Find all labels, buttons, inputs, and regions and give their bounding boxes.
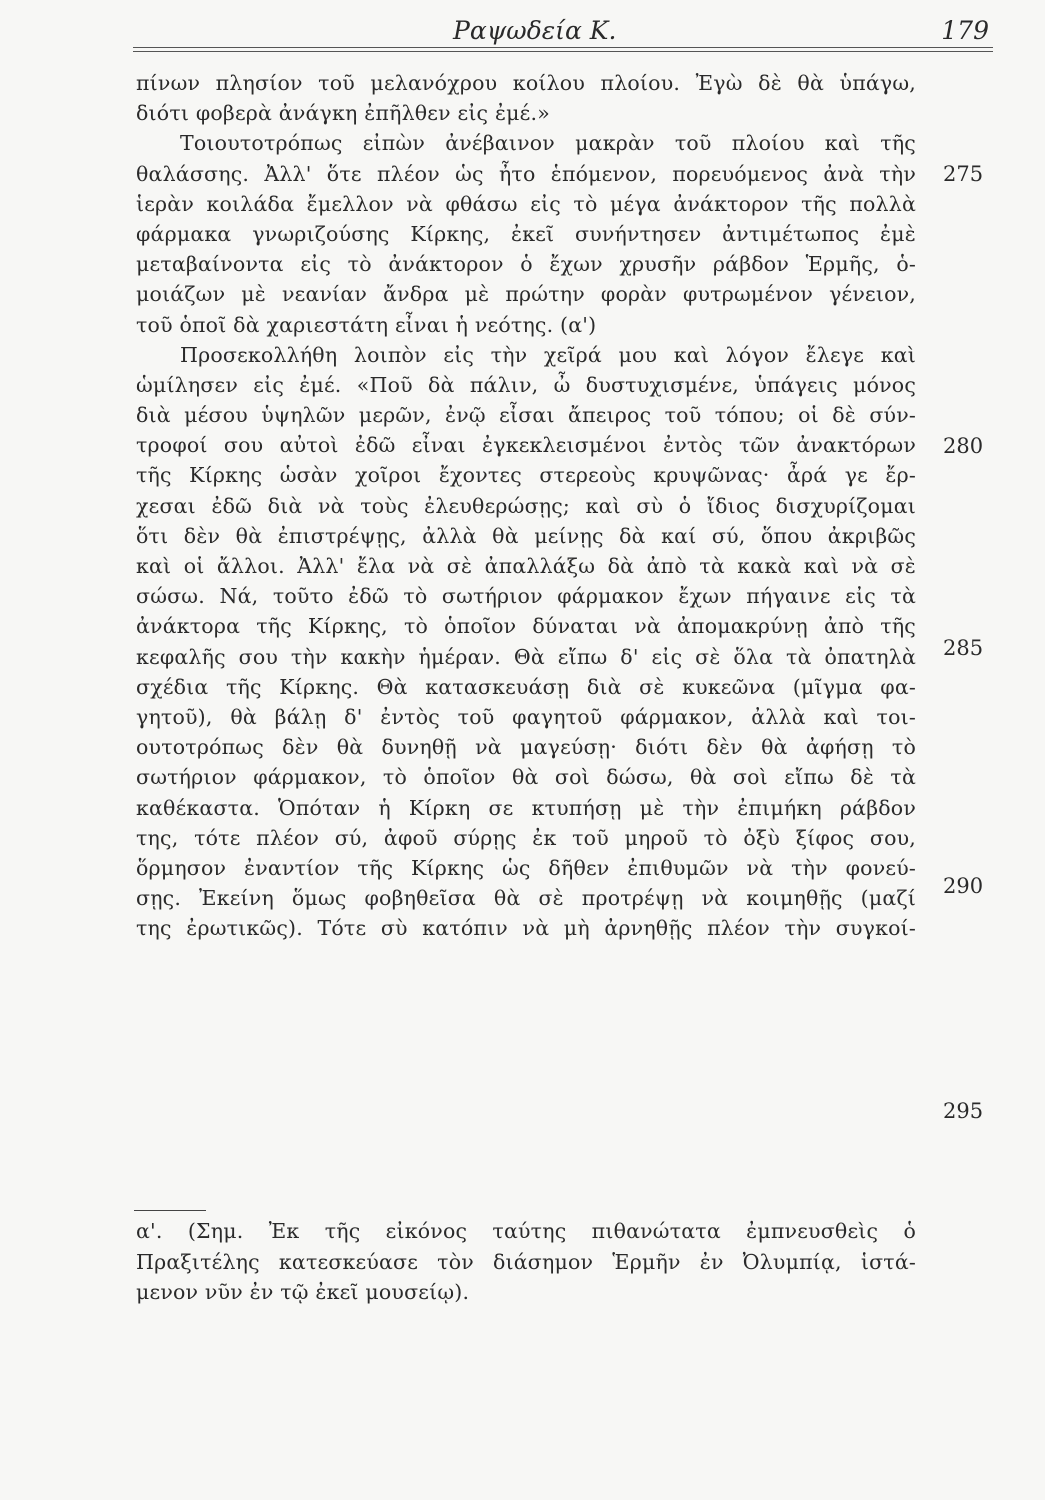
text-line: Προσεκολλήθη λοιπὸν εἰς τὴν χεῖρά μου καὶ λόγον ἔλεγε καὶ: [180, 342, 916, 367]
verse-number: 280: [943, 434, 984, 458]
text-line: ὅρμησον ἐναντίον τῆς Κίρκης ὡς δῆθεν ἐπιθυμῶν νὰ τὴν φονεύ-: [136, 855, 916, 880]
body-text: [136, 68, 916, 943]
text-line: ἱερὰν κοιλάδα ἔμελλον νὰ φθάσω εἰς τὸ μέγα ἀνάκτορον τῆς πολλὰ: [136, 191, 916, 216]
text-line: διότι φοβερὰ ἀνάγκη ἐπῆλθεν εἰς ἐμέ.»: [136, 101, 550, 126]
text-line: φάρμακα γνωριζούσης Κίρκης, ἐκεῖ συνήντησεν ἀντιμέτωπος ἐμὲ: [136, 221, 916, 246]
text-line: ὡμίλησεν εἰς ἐμέ. «Ποῦ δὰ πάλιν, ὦ δυστυχισμένε, ὑπάγεις μόνος: [136, 372, 916, 397]
text-line: μοιάζων μὲ νεανίαν ἄνδρα μὲ πρώτην φορὰν φυτρωμένον γένειον,: [136, 282, 916, 307]
text-line: τοῦ ὁποῖ δὰ χαριεστάτη εἶναι ἡ νεότης. (α'): [136, 312, 597, 337]
footnote-line: Πραξιτέλης κατεσκεύασε τὸν διάσημον Ἑρμῆν ἐν Ὀλυμπίᾳ, ἱστά-: [136, 1249, 916, 1274]
text-line: καθέκαστα. Ὁπόταν ἡ Κίρκη σε κτυπήσῃ μὲ τὴν ἐπιμήκη ράβδον: [136, 795, 916, 820]
footnote-line: α'. (Σημ. Ἐκ τῆς εἰκόνος ταύτης πιθανώτατα ἐμπνευσθεὶς ὁ: [136, 1219, 916, 1243]
text-line: της ἐρωτικῶς). Τότε σὺ κατόπιν νὰ μὴ ἀρνηθῇς πλέον τὴν συγκοί-: [136, 916, 916, 941]
text-line: ὅτι δὲν θὰ ἐπιστρέψῃς, ἀλλὰ θὰ μείνῃς δὰ καί σύ, ὅπου ἀκριβῶς: [136, 523, 916, 548]
verse-number: 295: [943, 1099, 984, 1123]
verse-number: 290: [943, 874, 984, 898]
header-rule-top: [133, 47, 993, 48]
text-line: τῆς Κίρκης ὡσὰν χοῖροι ἔχοντες στερεοὺς κρυψῶνας· ἆρά γε ἔρ-: [136, 463, 916, 488]
text-line: σώσω. Νά, τοῦτο ἐδῶ τὸ σωτήριον φάρμακον ἔχων πήγαινε εἰς τὰ: [136, 584, 916, 609]
running-title: Ραψωδεία Κ.: [453, 16, 617, 45]
text-line: Τοιουτοτρόπως εἰπὼν ἀνέβαινον μακρὰν τοῦ πλοίου καὶ τῆς: [180, 131, 916, 156]
text-line: σχέδια τῆς Κίρκης. Θὰ κατασκευάσῃ διὰ σὲ κυκεῶνα (μῖγμα φα-: [136, 674, 916, 699]
text-line: της, τότε πλέον σύ, ἀφοῦ σύρῃς ἐκ τοῦ μηροῦ τὸ ὀξὺ ξίφος σου,: [136, 825, 916, 850]
text-line: ἀνάκτορα τῆς Κίρκης, τὸ ὁποῖον δύναται νὰ ἀπομακρύνῃ ἀπὸ τῆς: [136, 614, 916, 639]
verse-number: 285: [943, 636, 984, 660]
text-line: ουτοτρόπως δὲν θὰ δυνηθῇ νὰ μαγεύσῃ· διότι δὲν θὰ ἀφήσῃ τὸ: [136, 735, 916, 760]
text-line: σωτήριον φάρμακον, τὸ ὁποῖον θὰ σοὶ δώσω, θὰ σοὶ εἴπω δὲ τὰ: [136, 765, 916, 790]
page-header: [133, 16, 993, 46]
text-line: καὶ οἱ ἄλλοι. Ἀλλ' ἔλα νὰ σὲ ἀπαλλάξω δὰ ἀπὸ τὰ κακὰ καὶ νὰ σὲ: [136, 554, 916, 578]
text-line: γητοῦ), θὰ βάλῃ δ' ἐντὸς τοῦ φαγητοῦ φάρμακον, ἀλλὰ καὶ τοι-: [136, 704, 916, 729]
footnote-line: μενον νῦν ἐν τῷ ἐκεῖ μουσείῳ).: [136, 1280, 470, 1304]
text-line: πίνων πλησίον τοῦ μελανόχρου κοίλου πλοίου. Ἐγὼ δὲ θὰ ὑπάγω,: [136, 71, 916, 95]
text-line: χεσαι ἐδῶ διὰ νὰ τοὺς ἐλευθερώσῃς; καὶ σὺ ὁ ἴδιος δισχυρίζομαι: [136, 493, 916, 518]
footnote-rule: [134, 1210, 206, 1211]
text-line: θαλάσσης. Ἀλλ' ὅτε πλέον ὡς ἦτο ἑπόμενον, πορευόμενος ἀνὰ τὴν: [136, 161, 916, 186]
text-line: διὰ μέσου ὑψηλῶν μερῶν, ἐνῷ εἶσαι ἄπειρος τοῦ τόπου; οἱ δὲ σύν-: [136, 403, 916, 428]
text-line: κεφαλῆς σου τὴν κακὴν ἡμέραν. Θὰ εἴπω δ' εἰς σὲ ὅλα τὰ ὀπατηλὰ: [136, 644, 916, 669]
page-number: 179: [941, 16, 989, 45]
verse-number: 275: [943, 162, 984, 186]
text-line: τροφοί σου αὐτοὶ ἐδῶ εἶναι ἐγκεκλεισμένοι ἐντὸς τῶν ἀνακτόρων: [136, 433, 916, 458]
footnote: [136, 1216, 916, 1308]
text-line: σῃς. Ἐκείνη ὅμως φοβηθεῖσα θὰ σὲ προτρέψῃ νὰ κοιμηθῇς (μαζί: [136, 886, 916, 911]
header-rule-bottom: [133, 51, 993, 52]
text-line: μεταβαίνοντα εἰς τὸ ἀνάκτορον ὁ ἔχων χρυσῆν ράβδον Ἑρμῆς, ὁ-: [136, 252, 916, 277]
